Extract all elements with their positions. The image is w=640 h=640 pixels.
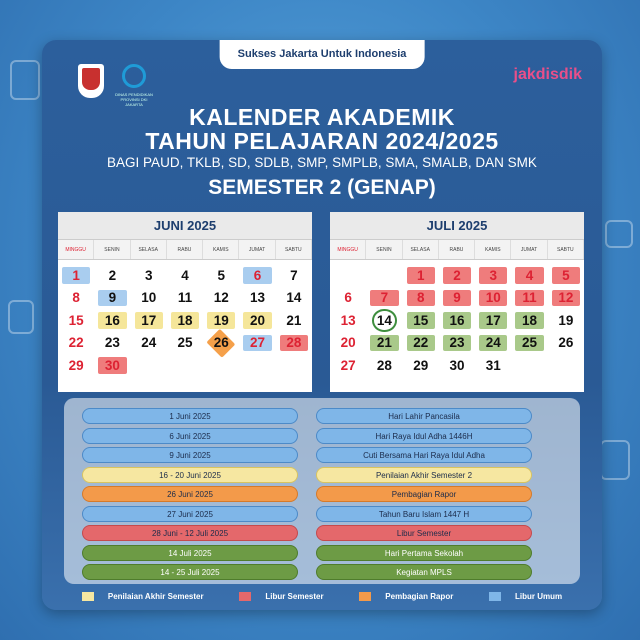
- day-number: 19: [213, 312, 229, 328]
- day-cell: [131, 264, 167, 287]
- day-number: 2: [108, 267, 117, 283]
- day-cell: [403, 309, 439, 332]
- legend-swatch: [82, 592, 94, 601]
- day-number: 5: [562, 267, 570, 283]
- day-number: 7: [290, 267, 298, 283]
- semester-heading: SEMESTER 2 (GENAP): [208, 176, 436, 199]
- day-cell: [239, 264, 275, 287]
- day-cell: [475, 309, 511, 332]
- weekday-label: SELASA: [131, 240, 167, 259]
- day-cell: [276, 354, 312, 377]
- calendar-card: [42, 40, 602, 610]
- day-number: 27: [250, 335, 266, 351]
- day-cell: [439, 309, 475, 332]
- legend-label: Pembagian Rapor: [385, 591, 454, 601]
- day-cell: [131, 332, 167, 355]
- day-cell: [548, 287, 584, 310]
- day-cell: [203, 309, 239, 332]
- day-cell: [475, 332, 511, 355]
- event-name: Kegiatan MPLS: [316, 564, 532, 580]
- day-cell: [439, 264, 475, 287]
- day-number: 14: [286, 290, 302, 306]
- day-cell: [94, 332, 130, 355]
- event-name: Pembagian Rapor: [316, 486, 532, 502]
- legend-item: [239, 592, 323, 601]
- disdik-logo: DINAS PENDIDIKAN PROVINSI DKI JAKARTA: [114, 62, 154, 102]
- day-number: 26: [213, 335, 229, 351]
- day-number: 23: [449, 335, 465, 351]
- day-number: 12: [558, 290, 574, 306]
- events-panel: [64, 398, 580, 584]
- day-cell: [475, 354, 511, 377]
- day-cell: [276, 264, 312, 287]
- day-cell: [403, 264, 439, 287]
- day-cell: [330, 309, 366, 332]
- day-cell: [239, 309, 275, 332]
- event-date: 1 Juni 2025: [82, 408, 298, 424]
- day-cell: [330, 287, 366, 310]
- day-cell: [239, 287, 275, 310]
- day-cell: [330, 264, 366, 287]
- day-number: 11: [177, 290, 193, 306]
- day-grid: [330, 260, 584, 377]
- day-cell: [131, 287, 167, 310]
- day-number: 24: [485, 335, 501, 351]
- day-cell: [94, 287, 130, 310]
- day-cell: [403, 332, 439, 355]
- event-date: 14 - 25 Juli 2025: [82, 564, 298, 580]
- event-date: 28 Juni - 12 Juli 2025: [82, 525, 298, 541]
- day-cell: [548, 354, 584, 377]
- legend-label: Penilaian Akhir Semester: [107, 591, 204, 601]
- day-number: 3: [144, 267, 153, 283]
- day-cell: [239, 354, 275, 377]
- day-number: 31: [485, 357, 501, 373]
- day-cell: [511, 287, 547, 310]
- day-number: 20: [250, 312, 266, 328]
- day-number: 8: [72, 290, 80, 306]
- month-title: JUNI 2025: [58, 212, 312, 240]
- day-cell: [94, 309, 130, 332]
- weekday-label: KAMIS: [475, 240, 511, 259]
- day-number: 4: [525, 267, 534, 283]
- day-number: 9: [453, 290, 461, 306]
- day-number: 14: [376, 312, 392, 328]
- day-number: 27: [340, 357, 356, 373]
- weekday-label: KAMIS: [203, 240, 239, 259]
- day-cell: [167, 354, 203, 377]
- day-cell: [58, 287, 94, 310]
- background-doodle: [10, 60, 40, 100]
- legend-swatch: [359, 592, 371, 601]
- weekday-header: [58, 240, 312, 260]
- background-doodle: [600, 440, 630, 480]
- day-number: 21: [286, 312, 302, 328]
- day-number: 3: [489, 267, 498, 283]
- day-cell: [58, 354, 94, 377]
- page-title: KALENDER AKADEMIK: [189, 104, 455, 130]
- day-number: 8: [416, 290, 425, 306]
- legend-label: Libur Umum: [515, 591, 563, 601]
- event-name: Cuti Bersama Hari Raya Idul Adha: [316, 447, 532, 463]
- jakarta-emblem-logo: [78, 64, 104, 98]
- day-cell: [94, 354, 130, 377]
- day-number: 6: [344, 290, 352, 306]
- month-title: JULI 2025: [330, 212, 584, 240]
- day-cell: [203, 264, 239, 287]
- legend-swatch: [489, 592, 501, 601]
- day-grid: [58, 260, 312, 377]
- jakdisdik-logo: jakdisdik: [513, 66, 582, 83]
- event-name: Libur Semester: [316, 525, 532, 541]
- day-number: 10: [141, 290, 157, 306]
- day-cell: [58, 309, 94, 332]
- weekday-label: SENIN: [366, 240, 402, 259]
- event-name: Hari Raya Idul Adha 1446H: [316, 428, 532, 444]
- day-cell: [167, 332, 203, 355]
- weekday-label: SENIN: [94, 240, 130, 259]
- event-name: Penilaian Akhir Semester 2: [316, 467, 532, 483]
- day-cell: [276, 309, 312, 332]
- day-cell: [366, 309, 402, 332]
- day-number: 15: [68, 312, 84, 328]
- day-cell: [548, 264, 584, 287]
- day-number: 30: [449, 357, 465, 373]
- day-cell: [511, 354, 547, 377]
- day-cell: [276, 287, 312, 310]
- day-number: 4: [181, 267, 189, 283]
- day-cell: [167, 309, 203, 332]
- day-number: 25: [522, 335, 538, 351]
- day-number: 17: [485, 312, 501, 328]
- weekday-label: JUMAT: [239, 240, 275, 259]
- day-number: 2: [453, 267, 461, 283]
- day-number: 11: [522, 290, 537, 306]
- day-number: 6: [253, 267, 262, 283]
- day-number: 13: [250, 290, 266, 306]
- legend-label: Libur Semester: [265, 591, 324, 601]
- weekday-label: SABTU: [276, 240, 312, 259]
- day-cell: [276, 332, 312, 355]
- calendar-june: [58, 212, 312, 392]
- weekday-label: SABTU: [548, 240, 584, 259]
- weekday-label: RABU: [167, 240, 203, 259]
- day-cell: [439, 354, 475, 377]
- day-number: 5: [217, 267, 226, 283]
- tagline: Sukses Jakarta Untuk Indonesia: [220, 40, 425, 69]
- day-number: 30: [104, 357, 120, 373]
- weekday-label: SELASA: [403, 240, 439, 259]
- background-doodle: [605, 220, 633, 248]
- day-cell: [511, 264, 547, 287]
- day-number: 26: [558, 335, 574, 351]
- day-cell: [167, 287, 203, 310]
- event-date: 6 Juni 2025: [82, 428, 298, 444]
- day-number: 28: [286, 335, 302, 351]
- legend-item: [82, 592, 204, 601]
- weekday-label: RABU: [439, 240, 475, 259]
- day-number: 16: [449, 312, 465, 328]
- weekday-label: MINGGU: [330, 240, 366, 259]
- page-title-year: TAHUN PELAJARAN 2024/2025: [145, 128, 499, 154]
- day-number: 7: [380, 290, 389, 306]
- day-cell: [366, 354, 402, 377]
- day-cell: [511, 309, 547, 332]
- day-number: 9: [108, 290, 117, 306]
- day-cell: [203, 354, 239, 377]
- day-number: 18: [522, 312, 538, 328]
- day-number: 19: [558, 312, 574, 328]
- day-number: 29: [413, 357, 429, 373]
- day-number: 16: [104, 312, 120, 328]
- day-number: 1: [72, 267, 80, 283]
- background-doodle: [8, 300, 34, 334]
- day-number: 1: [416, 267, 425, 283]
- day-number: 28: [376, 357, 392, 373]
- legend-item: [359, 592, 453, 601]
- day-number: 10: [485, 290, 501, 306]
- weekday-label: MINGGU: [58, 240, 94, 259]
- day-cell: [475, 264, 511, 287]
- day-cell: [475, 287, 511, 310]
- day-cell: [330, 354, 366, 377]
- day-number: 12: [213, 290, 229, 306]
- day-cell: [439, 287, 475, 310]
- calendar-july: [330, 212, 584, 392]
- day-cell: [548, 309, 584, 332]
- event-name: Tahun Baru Islam 1447 H: [316, 506, 532, 522]
- day-cell: [203, 287, 239, 310]
- day-number: 24: [141, 335, 157, 351]
- day-number: 22: [413, 335, 429, 351]
- day-cell: [167, 264, 203, 287]
- day-number: 25: [177, 335, 193, 351]
- event-name: Hari Pertama Sekolah: [316, 545, 532, 561]
- day-cell: [58, 264, 94, 287]
- day-number: 17: [141, 312, 157, 328]
- legend-swatch: [239, 592, 251, 601]
- legend: [64, 588, 580, 604]
- day-cell: [366, 287, 402, 310]
- day-cell: [511, 332, 547, 355]
- event-date: 14 Juli 2025: [82, 545, 298, 561]
- legend-item: [489, 592, 562, 601]
- day-cell: [94, 264, 130, 287]
- event-name: Hari Lahir Pancasila: [316, 408, 532, 424]
- day-cell: [403, 354, 439, 377]
- day-number: 13: [340, 312, 356, 328]
- day-number: 22: [68, 335, 84, 351]
- day-cell: [203, 332, 239, 355]
- page-subtitle: BAGI PAUD, TKLB, SD, SDLB, SMP, SMPLB, SMA, SMALB, DAN SMK: [107, 155, 537, 170]
- day-cell: [330, 332, 366, 355]
- day-cell: [58, 332, 94, 355]
- event-date: 9 Juni 2025: [82, 447, 298, 463]
- day-cell: [239, 332, 275, 355]
- day-cell: [548, 332, 584, 355]
- event-date: 16 - 20 Juni 2025: [82, 467, 298, 483]
- day-number: 15: [413, 312, 429, 328]
- day-number: 20: [340, 335, 356, 351]
- day-cell: [366, 264, 402, 287]
- event-date: 27 Juni 2025: [82, 506, 298, 522]
- day-number: 23: [104, 335, 120, 351]
- day-number: 18: [177, 312, 193, 328]
- day-cell: [131, 354, 167, 377]
- day-cell: [403, 287, 439, 310]
- day-cell: [366, 332, 402, 355]
- event-date: 26 Juni 2025: [82, 486, 298, 502]
- day-number: 21: [376, 335, 392, 351]
- weekday-label: JUMAT: [511, 240, 547, 259]
- day-cell: [439, 332, 475, 355]
- day-cell: [131, 309, 167, 332]
- day-number: 29: [68, 357, 84, 373]
- weekday-header: [330, 240, 584, 260]
